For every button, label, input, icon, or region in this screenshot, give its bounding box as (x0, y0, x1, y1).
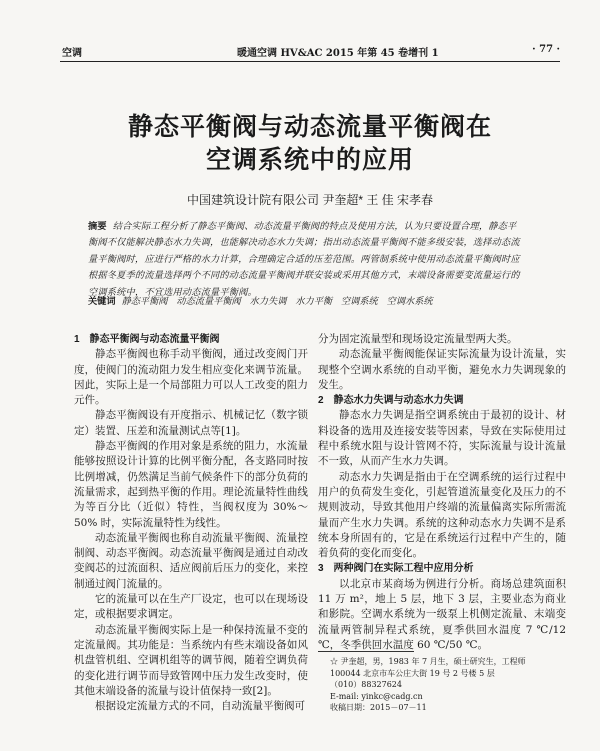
header-rule (60, 61, 560, 62)
header-journal: 暖通空调 HV&AC 2015 年第 45 卷增刊 1 (237, 48, 439, 59)
footnote-email: E-mail: yinkc@cadg.cn (330, 691, 423, 701)
running-header (62, 44, 560, 58)
footnote-line: （010）88327624 (330, 680, 402, 689)
right-column (318, 332, 566, 653)
abstract-text: 结合实际工程分析了静态平衡阀、动态流量平衡阀的特点及使用方法，认为只要设置合理，静态平衡阀不仅能解决静态水力失调，也能解决动态水力失调；指出动态流量平衡阀不能多级安装，选择动态流量平衡阀时，应进行严格的水力计算，合理确定合适的压差范围。两管制系统中使用动态流量平衡阀时应根据冬夏季的流量选择两个不同的动态流量平衡阀并联安装或采用其他方式，末端设备需要变流量运行的空调系统中，不宜选用动态流量平衡阀。 (88, 221, 520, 298)
paper-title (60, 110, 560, 176)
footnote-rule (318, 651, 414, 652)
body-paragraph: 静态平衡阀也称手动平衡阀，通过改变阀门开度，使阀门的流动阻力发生相应变化来调节流量。因此，实际上是一个局部阻力可以人工改变的阻力元件。 (74, 348, 308, 407)
keywords-label: 关键词 (88, 296, 116, 307)
body-paragraph: 静态平衡阀设有开度指示、机械记忆（数字锁定）装置、压差和流量测试点等[1]。 (74, 409, 308, 437)
header-page-number: · 77 · (532, 44, 560, 55)
section-heading: 2 静态水力失调与动态水力失调 (318, 395, 464, 407)
footnote-line: 100044 北京市车公庄大街 19 号 2 号楼 5 层 (330, 668, 495, 678)
section-heading: 1 静态平衡阀与动态流量平衡阀 (74, 334, 220, 345)
header-section: 空调 (62, 48, 82, 59)
title-line-1: 静态平衡阀与动态流量平衡阀在 (127, 112, 492, 141)
abstract (88, 219, 522, 301)
author-footnote (330, 656, 566, 714)
author-line: 中国建筑设计院有限公司 尹奎超* 王 佳 宋孝春 (186, 193, 433, 207)
body-paragraph: 它的流量可以在生产厂设定，也可以在现场设定，或根据要求调定。 (74, 593, 308, 621)
body-paragraph: 动态水力失调是指由于在空调系统的运行过程中用户的负荷发生变化，引起管道流量变化及压力的不规则波动，导致其他用户终端的流量偏离实际所需流量而产生水力失调。系统的这种动态水力失调不是系统本身所固有的，它是在系统运行过程中产生的，随着负荷的变化而变化。 (318, 470, 566, 560)
body-paragraph: 动态流量平衡阀能保证实际流量为设计流量，实现整个空调水系统的自动平衡，避免水力失调现象的发生。 (318, 348, 566, 391)
body-paragraph: 动态流量平衡阀实际上是一种保持流量不变的定流量阀。其功能是：当系统内有些末端设备如风机盘管机组、空调机组等的调节阀，随着空调负荷的变化进行调节而导致管网中压力发生改变时，使其他末端设备的流量与设计值保持一致[2]。 (74, 623, 308, 697)
footnote-line: ☆ 尹奎超，男，1983 年 7 月生，硕士研究生，工程师 (330, 657, 526, 666)
keywords (88, 294, 522, 310)
body-paragraph: 以北京市某商场为例进行分析。商场总建筑面积 11 万 m²，地上 5 层，地下 3 层，主要业态为商业和影院。空调水系统为一级泵上机侧定流量、末端变流量两管制异程式系统，夏季供回水温度 7 ℃/12 ℃，冬季供回水温度 60 ℃/50 ℃。 (318, 577, 566, 651)
body-paragraph: 根据设定流量方式的不同，自动流量平衡阀可 (95, 700, 305, 713)
section-heading: 3 两种阀门在实际工程中应用分析 (318, 563, 474, 575)
title-line-2: 空调系统中的应用 (205, 145, 414, 174)
abstract-label: 摘要 (88, 221, 107, 232)
body-paragraph: 动态流量平衡阀也称自动流量平衡阀、流量控制阀、动态平衡阀。动态流量平衡阀是通过自动改变阀芯的过流面积、适应阀前后压力的变化，来控制通过阀门流量的。 (74, 531, 308, 590)
keywords-text: 静态平衡阀 动态流量平衡阀 水力失调 水力平衡 空调系统 空调水系统 (121, 296, 433, 307)
body-paragraph: 静态平衡阀的作用对象是系统的阻力，水流量能够按照设计计算的比例平衡分配，各支路同时按比例增减，仍然满足当前气候条件下的部分负荷的流量需求，起到热平衡的作用。理论流量特性曲线为等百分比（近似）特性，当阀权度为 30%～50% 时，实际流量特性为线性。 (74, 440, 308, 529)
left-column (74, 332, 308, 714)
body-paragraph: 分为固定流量型和现场设定流量型两大类。 (318, 333, 518, 345)
body-paragraph: 静态水力失调是指空调系统由于最初的设计、材料设备的选用及连接安装等因素，导致在实际使用过程中系统水阻与设计管网不符，实际流量与设计流量不一致，从而产生水力失调。 (318, 409, 566, 468)
footnote-received-date: 收稿日期：2015－07－11 (330, 703, 427, 712)
